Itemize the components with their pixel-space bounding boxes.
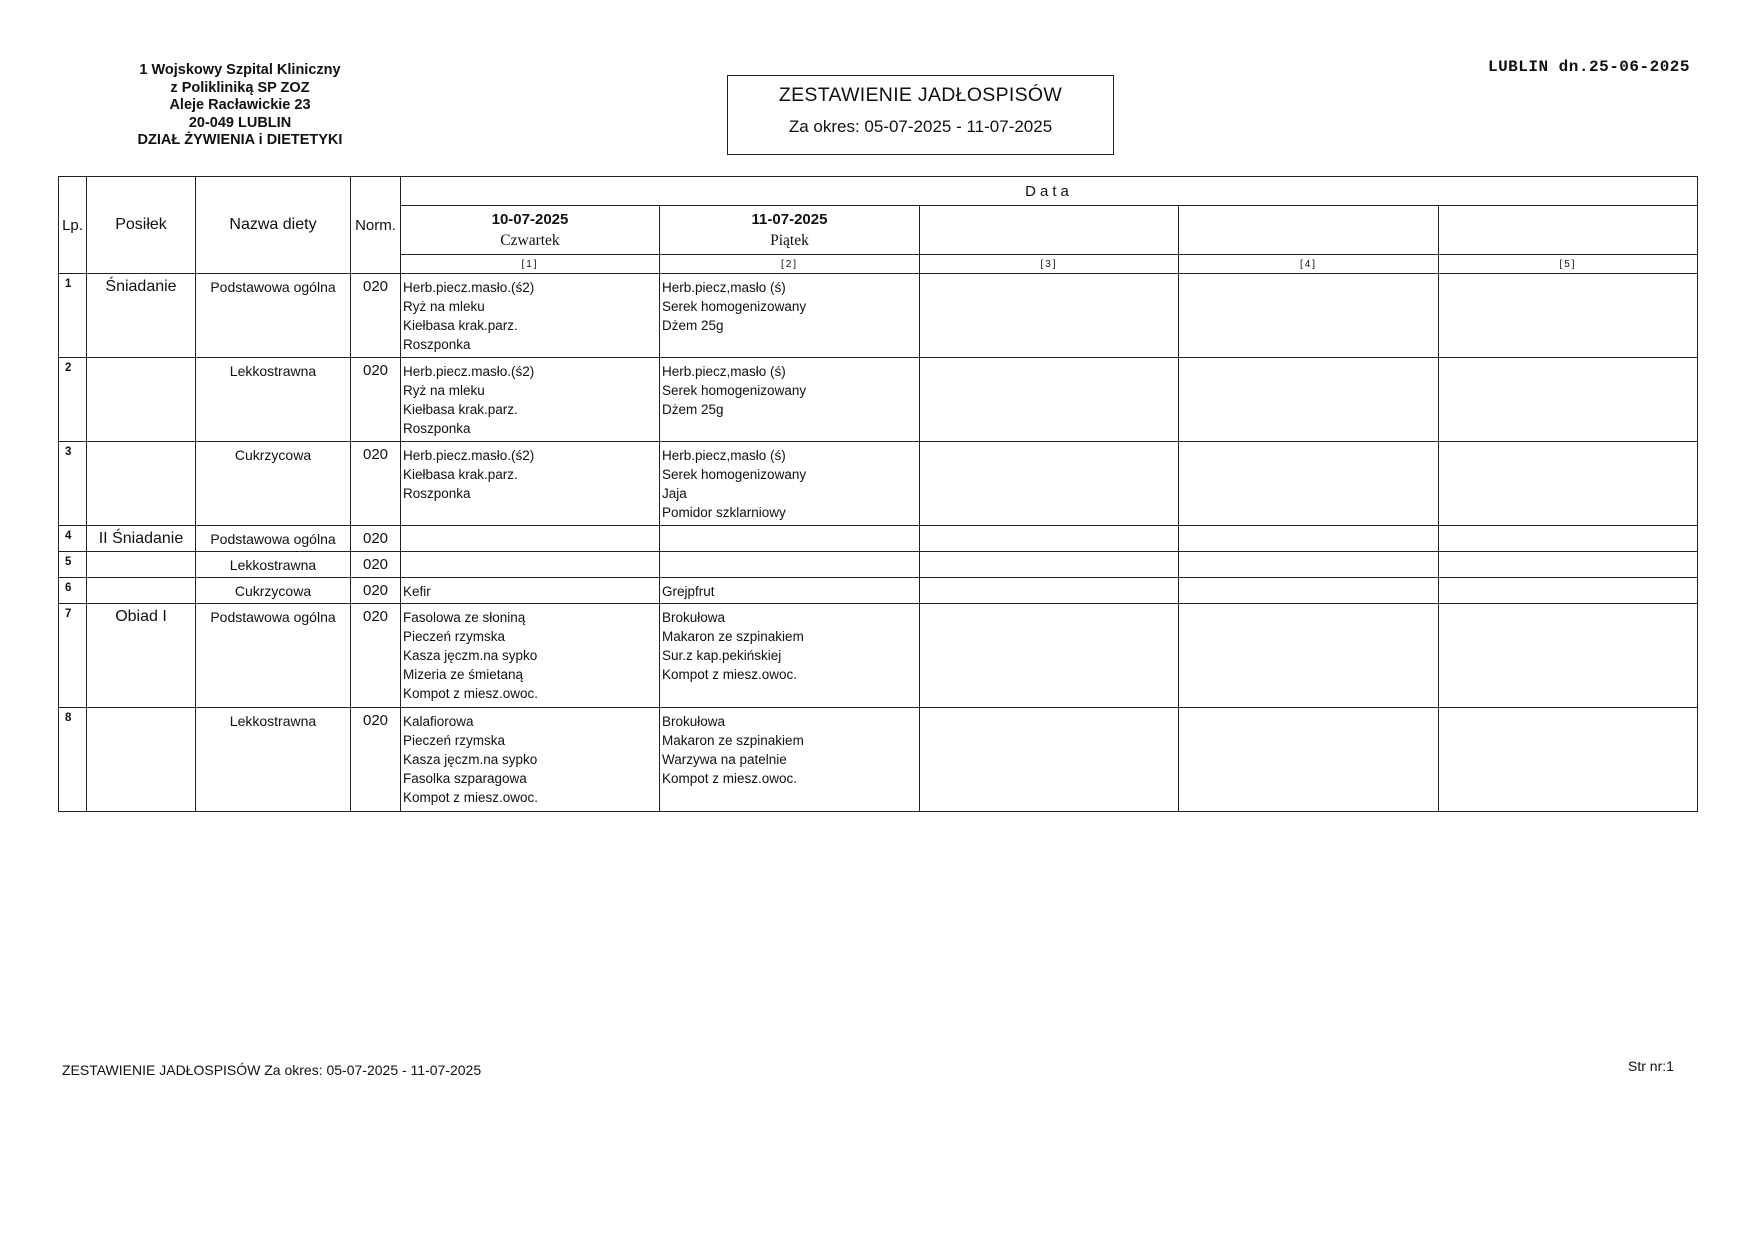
day-date: 10-07-2025	[491, 210, 569, 228]
day-4-menu	[1179, 708, 1439, 812]
table-row	[59, 604, 1698, 708]
menu-item: Warzywa na patelnie	[662, 752, 787, 767]
table-row	[59, 708, 1698, 812]
menu-item: Sur.z kap.pekińskiej	[662, 648, 782, 663]
menu-item: Kompot z miesz.owoc.	[662, 771, 798, 786]
menu-item: Kasza jęczm.na sypko	[403, 648, 538, 663]
menu-item: Roszponka	[403, 421, 471, 436]
day-5-menu	[1439, 708, 1698, 812]
norm-code: 020	[351, 578, 401, 604]
organization-header	[110, 62, 370, 150]
menu-item: Pomidor szklarniowy	[662, 505, 786, 520]
menu-item: Kiełbasa krak.parz.	[403, 318, 518, 333]
day-1-menu	[401, 578, 660, 604]
menu-item: Dżem 25g	[662, 318, 724, 333]
menu-item: Kompot z miesz.owoc.	[662, 667, 798, 682]
diet-name: Lekkostrawna	[196, 552, 351, 578]
row-number: 1	[59, 274, 87, 358]
row-number: 8	[59, 708, 87, 812]
norm-code: 020	[351, 358, 401, 442]
document-period: Za okres: 05-07-2025 - 11-07-2025	[788, 117, 1053, 136]
menu-item: Makaron ze szpinakiem	[662, 733, 804, 748]
norm-code: 020	[351, 526, 401, 552]
row-number: 7	[59, 604, 87, 708]
day-3-menu	[920, 442, 1179, 526]
menu-item: Serek homogenizowany	[662, 383, 807, 398]
menu-item: Herb.piecz.masło.(ś2)	[403, 448, 535, 463]
day-2-menu	[660, 526, 920, 552]
day-header-1	[401, 206, 660, 255]
table-row	[59, 526, 1698, 552]
norm-code: 020	[351, 552, 401, 578]
day-4-menu	[1179, 604, 1439, 708]
day-index: [5]	[1439, 255, 1698, 274]
norm-code: 020	[351, 708, 401, 812]
menu-item: Serek homogenizowany	[662, 299, 807, 314]
day-2-menu	[660, 442, 920, 526]
day-header-2	[660, 206, 920, 255]
day-header-3	[920, 206, 1179, 255]
day-5-menu	[1439, 526, 1698, 552]
diet-name: Podstawowa ogólna	[196, 604, 351, 708]
table-row	[59, 578, 1698, 604]
menu-item: Roszponka	[403, 337, 471, 352]
org-line: 1 Wojskowy Szpital Kliniczny	[139, 62, 341, 78]
menu-table	[58, 176, 1698, 812]
menu-item: Pieczeń rzymska	[403, 629, 506, 644]
day-5-menu	[1439, 274, 1698, 358]
org-line: z Polikliniką SP ZOZ	[170, 79, 310, 96]
day-3-menu	[920, 604, 1179, 708]
day-index: [1]	[401, 255, 660, 274]
day-4-menu	[1179, 552, 1439, 578]
day-1-menu	[401, 274, 660, 358]
day-3-menu	[920, 526, 1179, 552]
day-4-menu	[1179, 274, 1439, 358]
meal-name	[87, 358, 196, 442]
meal-name	[87, 442, 196, 526]
document-title-box	[727, 75, 1114, 155]
meal-name: II Śniadanie	[87, 526, 196, 552]
page-number: Str nr:1	[1628, 1058, 1674, 1074]
org-line: DZIAŁ ŻYWIENIA i DIETETYKI	[137, 132, 343, 148]
menu-item: Herb.piecz,masło (ś)	[662, 280, 786, 295]
day-5-menu	[1439, 604, 1698, 708]
day-1-menu	[401, 358, 660, 442]
day-3-menu	[920, 578, 1179, 604]
city-date: LUBLIN dn.25-06-2025	[1487, 58, 1690, 76]
day-2-menu	[660, 358, 920, 442]
diet-name: Lekkostrawna	[196, 358, 351, 442]
menu-item: Brokułowa	[662, 714, 726, 729]
day-2-menu	[660, 552, 920, 578]
row-number: 3	[59, 442, 87, 526]
menu-item: Kefir	[403, 584, 431, 599]
day-2-menu	[660, 274, 920, 358]
menu-item: Kiełbasa krak.parz.	[403, 402, 518, 417]
col-diet-header: Nazwa diety	[196, 177, 351, 274]
menu-item: Herb.piecz,masło (ś)	[662, 448, 786, 463]
menu-item: Kalafiorowa	[403, 714, 474, 729]
menu-item: Jaja	[662, 486, 687, 501]
day-5-menu	[1439, 442, 1698, 526]
day-1-menu	[401, 442, 660, 526]
day-4-menu	[1179, 358, 1439, 442]
norm-code: 020	[351, 274, 401, 358]
day-date: 11-07-2025	[751, 210, 828, 228]
menu-item: Kiełbasa krak.parz.	[403, 467, 518, 482]
col-data-header: Data	[401, 177, 1698, 206]
menu-item: Makaron ze szpinakiem	[662, 629, 804, 644]
row-number: 2	[59, 358, 87, 442]
table-row	[59, 274, 1698, 358]
day-index: [3]	[920, 255, 1179, 274]
org-line: Aleje Racławickie 23	[169, 97, 311, 113]
diet-name: Cukrzycowa	[196, 578, 351, 604]
diet-name: Podstawowa ogólna	[196, 526, 351, 552]
norm-code: 020	[351, 604, 401, 708]
day-3-menu	[920, 552, 1179, 578]
menu-item: Pieczeń rzymska	[403, 733, 506, 748]
day-4-menu	[1179, 578, 1439, 604]
day-5-menu	[1439, 578, 1698, 604]
day-header-4	[1179, 206, 1439, 255]
day-3-menu	[920, 358, 1179, 442]
menu-item: Ryż na mleku	[403, 383, 485, 398]
menu-item: Herb.piecz.masło.(ś2)	[403, 364, 535, 379]
col-lp-header: Lp.	[59, 177, 87, 274]
meal-name	[87, 578, 196, 604]
menu-item: Serek homogenizowany	[662, 467, 807, 482]
row-number: 5	[59, 552, 87, 578]
day-2-menu	[660, 604, 920, 708]
day-index: [4]	[1179, 255, 1439, 274]
col-meal-header: Posiłek	[87, 177, 196, 274]
day-header-5	[1439, 206, 1698, 255]
document-title: ZESTAWIENIE JADŁOSPISÓW	[778, 84, 1063, 106]
day-5-menu	[1439, 358, 1698, 442]
table-row	[59, 552, 1698, 578]
diet-name: Podstawowa ogólna	[196, 274, 351, 358]
table-row	[59, 358, 1698, 442]
menu-item: Kompot z miesz.owoc.	[403, 790, 539, 805]
diet-name: Lekkostrawna	[196, 708, 351, 812]
footer-text: ZESTAWIENIE JADŁOSPISÓW Za okres: 05-07-2025 - 11-07-2025	[62, 1062, 482, 1078]
menu-rows	[59, 274, 1698, 812]
day-5-menu	[1439, 552, 1698, 578]
day-1-menu	[401, 526, 660, 552]
meal-name: Śniadanie	[87, 274, 196, 358]
menu-item: Fasolowa ze słoniną	[403, 610, 526, 625]
row-number: 4	[59, 526, 87, 552]
day-3-menu	[920, 274, 1179, 358]
day-2-menu	[660, 708, 920, 812]
menu-item: Fasolka szparagowa	[403, 771, 527, 786]
menu-item: Herb.piecz.masło.(ś2)	[403, 280, 535, 295]
menu-item: Kasza jęczm.na sypko	[403, 752, 538, 767]
menu-item: Mizeria ze śmietaną	[403, 667, 524, 682]
menu-item: Ryż na mleku	[403, 299, 485, 314]
menu-item: Herb.piecz,masło (ś)	[662, 364, 786, 379]
row-number: 6	[59, 578, 87, 604]
norm-code: 020	[351, 442, 401, 526]
day-index: [2]	[660, 255, 920, 274]
day-weekday: Czwartek	[500, 231, 560, 249]
day-4-menu	[1179, 526, 1439, 552]
menu-item: Kompot z miesz.owoc.	[403, 686, 539, 701]
meal-name: Obiad I	[87, 604, 196, 708]
day-weekday: Piątek	[770, 231, 809, 249]
menu-item: Grejpfrut	[662, 584, 715, 599]
menu-item: Roszponka	[403, 486, 471, 501]
day-1-menu	[401, 708, 660, 812]
meal-name	[87, 552, 196, 578]
table-row	[59, 442, 1698, 526]
day-1-menu	[401, 552, 660, 578]
col-norm-header: Norm.	[351, 177, 401, 274]
day-2-menu	[660, 578, 920, 604]
day-1-menu	[401, 604, 660, 708]
day-4-menu	[1179, 442, 1439, 526]
menu-item: Brokułowa	[662, 610, 726, 625]
menu-item: Dżem 25g	[662, 402, 724, 417]
org-line: 20-049 LUBLIN	[188, 114, 292, 131]
meal-name	[87, 708, 196, 812]
diet-name: Cukrzycowa	[196, 442, 351, 526]
day-3-menu	[920, 708, 1179, 812]
